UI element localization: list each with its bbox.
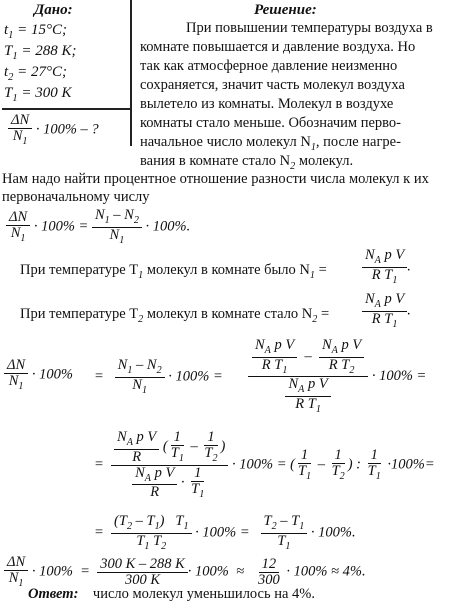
equation-3: = $\frac{N_A p V}{R}$ ( $\frac{1}{T_1}$ – $\frac{1}{T_2}$ ) $\frac{N_A p V}{R}$ · $\frac{1}{T_1}$ · 100% = ( $\frac{1}{T_1}$ – $\frac{1}{T_2}$ ) : $\frac{1}{T_1}$ ·100%= — [94, 429, 435, 501]
given-divider — [2, 108, 130, 110]
answer-line — [28, 586, 315, 603]
solution-heading: Решение: — [254, 2, 317, 18]
solution-line-3: так как атмосферное давление неизменно — [140, 58, 398, 74]
solution-line-7: начальное число молекул $N_1$, после нагре- — [140, 134, 401, 153]
given-t1: $t_1 = 15^\circ C$; — [4, 22, 68, 41]
solution-line-5: вылетело из комнаты. Молекул в воздухе — [140, 96, 394, 112]
solution-line-4: сохраняется, значит часть молекул воздуха — [140, 77, 405, 93]
given-T1-second: $T_1 = 300$ K — [4, 85, 72, 104]
solution-line-6: комнаты стало меньше. Обозначим перво- — [140, 115, 402, 131]
equation-2-lhs: $\frac{\Delta N}{N_1}$ · 100% — [4, 358, 73, 393]
nk-fraction-1: $\frac{N_A p V}{R T_1}$ . — [362, 248, 411, 286]
given-t2: $t_2 = 27^\circ C$; — [4, 64, 68, 83]
at-T1-line: При температуре $T_1$ молекул в комнате было $N_1$ = — [20, 262, 327, 281]
at-T2-line: При температуре $T_2$ молекул в комнате стало $N_2$ = — [20, 306, 330, 325]
nk-fraction-2: $\frac{N_A p V}{R T_1}$ . — [362, 292, 411, 330]
given-vertical-divider — [130, 0, 132, 146]
solution-line-1: При повышении температуры воздуха в — [186, 20, 433, 36]
answer-text: число молекул уменьшилось на 4%. — [92, 586, 315, 602]
equation-1: $\frac{\Delta N}{N_1}$ · 100% = $\frac{N_1 - N_2}{N_1}$ · 100%. — [6, 208, 190, 246]
given-heading: Дано: — [34, 2, 73, 18]
solution-line-2: комнате повышается и давление воздуха. Но — [140, 39, 416, 55]
equation-2-mid: = $\frac{N_1 - N_2}{N_1}$ · 100% = — [94, 357, 223, 396]
equation-4: = $\frac{(T_2 - T_1) T_1}{T_1 T_2}$ · 100% = $\frac{T_2 - T_1}{T_1}$ · 100%. — [94, 513, 356, 552]
equation-2-complex: $\frac{N_A p V}{R T_1}$ – $\frac{N_A p V}{R T_2}$ $\frac{N_A p V}{R T_1}$ · 100% = — [248, 338, 426, 415]
task-line-1: Нам надо найти процентное отношение разности числа молекул к их — [2, 171, 429, 187]
answer-label: Ответ: — [28, 586, 79, 602]
given-T1: $T_1 = 288$ K; — [4, 43, 77, 62]
solution-line-8: вания в комнате стало $N_2$ молекул. — [140, 153, 354, 172]
task-line-2: первоначальному числу — [2, 189, 150, 205]
equation-5: $\frac{\Delta N}{N_1}$ · 100% = $\frac{300 K - 288 K}{300 K}$ · 100% ≈ $\frac{12}{300}$ · 100% ≈ 4%. — [4, 555, 366, 590]
given-find: $\frac{\Delta N}{N_1}$ · 100% – ? — [8, 113, 99, 148]
